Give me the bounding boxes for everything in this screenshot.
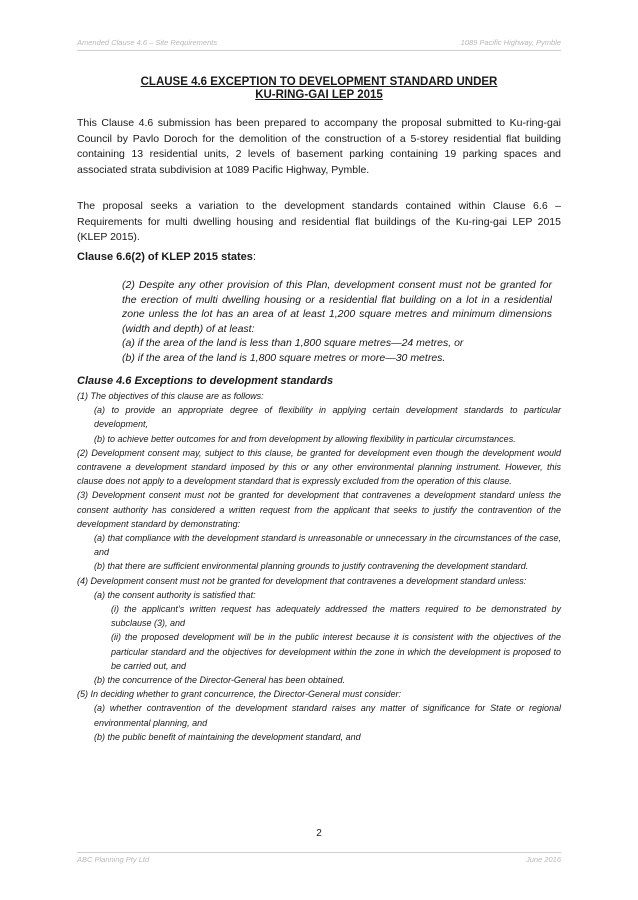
clause46-item: (i) the applicant’s written request has adequately addressed the matters required to be demonstrated by subclause (3), and	[111, 604, 561, 629]
footer-right-text: June 2016	[525, 855, 561, 864]
clause46-item: (b) that there are sufficient environmental planning grounds to justify contravening the development standard.	[94, 561, 529, 572]
running-footer	[77, 838, 561, 864]
variation-paragraph: The proposal seeks a variation to the development standards contained within Clause 6.6 – Requirements for multi dwelling housing and residential flat buildings of the Ku-ring-gai LEP 2015 (KLEP 2015).	[77, 200, 561, 243]
clause46-item: (3) Development consent must not be granted for development that contravenes a development standard unless the consent authority has considered a written request from the applicant that seeks to justify the contravention of the development standard by demonstrating:	[77, 490, 561, 529]
klep-heading-text: Clause 6.6(2) of KLEP 2015 states	[77, 251, 253, 263]
clause46-item: (2) Development consent may, subject to this clause, be granted for development even though the development would contravene a development standard imposed by this or any other environmental planning instrument. However, this clause does not apply to a development standard that is expressly excluded from the operation of this clause.	[77, 447, 561, 487]
clause46-item: (a) the consent authority is satisfied that:	[94, 589, 256, 600]
klep-quote-main: (2) Despite any other provision of this Plan, development consent must not be granted for the erection of multi dwelling housing or a residential flat building on a lot in a residential zone unless the lot has an area of at least 1,200 square metres and minimum dimensions (width and depth) of at least:	[122, 279, 552, 335]
header-right-text: 1089 Pacific Highway, Pymble	[460, 38, 561, 47]
clause46-list	[77, 389, 561, 744]
footer-left-text: ABC Planning Pty Ltd	[77, 855, 150, 864]
header-left-text: Amended Clause 4.6 – Site Requirements	[77, 38, 218, 47]
document-page	[77, 0, 561, 900]
klep-heading	[77, 250, 256, 264]
document-title	[77, 76, 561, 102]
clause46-item: (a) to provide an appropriate degree of flexibility in applying certain development standards to particular development,	[94, 405, 561, 430]
page-number: 2	[316, 828, 322, 839]
clause46-item: (b) the public benefit of maintaining the development standard, and	[94, 731, 361, 742]
clause46-item: (b) to achieve better outcomes for and from development by allowing flexibility in particular circumstances.	[94, 433, 516, 444]
klep-quote	[122, 278, 552, 365]
clause46-item: (b) the concurrence of the Director-General has been obtained.	[94, 675, 345, 686]
clause46-heading: Clause 4.6 Exceptions to development standards	[77, 375, 334, 387]
title-line-1: CLAUSE 4.6 EXCEPTION TO DEVELOPMENT STANDARD UNDER	[140, 76, 498, 88]
clause46-item: (1) The objectives of this clause are as follows:	[77, 391, 264, 401]
title-line-2: KU-RING-GAI LEP 2015	[255, 89, 383, 101]
klep-quote-item-b: (b) if the area of the land is 1,800 square metres or more—30 metres.	[122, 351, 446, 364]
clause46-item: (5) In deciding whether to grant concurrence, the Director-General must consider:	[77, 689, 401, 700]
clause46-item: (ii) the proposed development will be in the public interest because it is consistent with the objectives of the particular standard and the objectives for development within the zone in which the development is proposed to be carried out, and	[111, 632, 561, 671]
running-header	[77, 38, 561, 51]
clause46-item: (4) Development consent must not be granted for development that contravenes a development standard unless:	[77, 575, 527, 586]
klep-heading-colon: :	[252, 251, 256, 263]
clause46-item: (a) whether contravention of the development standard raises any matter of significance for State or regional environmental planning, and	[94, 703, 561, 728]
klep-quote-item-a: (a) if the area of the land is less than 1,800 square metres—24 metres, or	[122, 337, 464, 349]
intro-paragraph: This Clause 4.6 submission has been prepared to accompany the proposal submitted to Ku-ring-gai Council by Pavlo Doroch for the demolition of the construction of a 5-storey residential flat building containing 13 residential units, 2 levels of basement parking containing 19 parking spaces and associated strata subdivision at 1089 Pacific Highway, Pymble.	[77, 117, 561, 176]
clause46-item: (a) that compliance with the development standard is unreasonable or unnecessary in the circumstances of the case, and	[94, 533, 561, 558]
